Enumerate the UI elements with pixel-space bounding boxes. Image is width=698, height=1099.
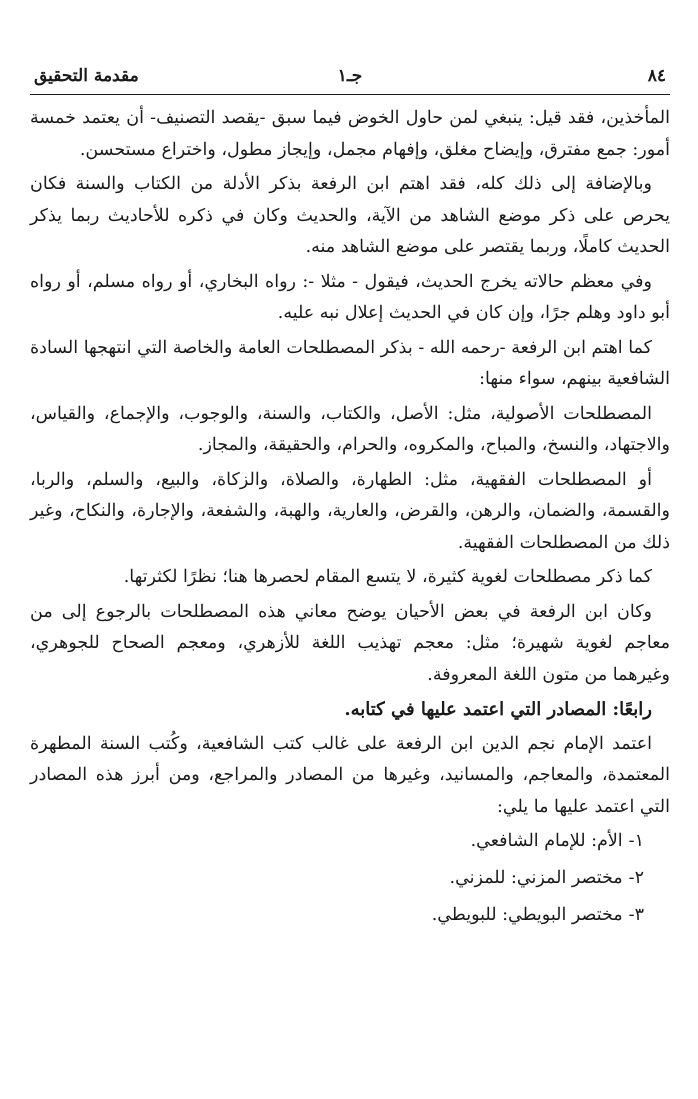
paragraph: وكان ابن الرفعة في بعض الأحيان يوضح معاني هذه المصطلحات بالرجوع إلى من معاجم لغوية شهيرة؛ مثل: معجم تهذيب اللغة للأزهري، ومعجم الصحاح للجوهري، وغيرهما من متون اللغة المعروفة. xyxy=(30,601,670,685)
paragraph: المصطلحات الأصولية، مثل: الأصل، والكتاب، والسنة، والوجوب، والإجماع، والقياس، والاجتهاد، والنسخ، والمباح، والمكروه، والحرام، والحقيقة، والمجاز. xyxy=(30,403,670,455)
list-number: ٢- xyxy=(628,868,644,888)
page xyxy=(30,56,670,1086)
page-number: ٨٤ xyxy=(647,66,666,86)
paragraph: أو المصطلحات الفقهية، مثل: الطهارة، والصلاة، والزكاة، والبيع، والسلم، والربا، والقسمة، والضمان، والرهن، والقرض، والعارية، والهبة، والشفعة، والإجارة، والنكاح، وغير ذلك من المصطلحات الفقهية. xyxy=(30,469,670,553)
list-number: ١- xyxy=(628,831,644,851)
list-item xyxy=(30,826,644,857)
paragraph: وبالإضافة إلى ذلك كله، فقد اهتم ابن الرفعة بذكر الأدلة من الكتاب والسنة فكان يحرص على ذكر موضع الشاهد من الآية، والحديث وكان في ذكره للأحاديث ربما يذكر الحديث كاملًا، وربما يقتصر على موضع الشاهد منه. xyxy=(30,174,671,257)
paragraph: المأخذين، فقد قيل: ينبغي لمن حاول الخوض فيما سبق -يقصد التصنيف- أن يعتمد خمسة أمور: جمع مفترق، وإيضاح مغلق، وإفهام مجمل، وإيجاز مطول، واختراع مستحسن. xyxy=(30,108,670,160)
list-item xyxy=(30,900,644,931)
list-item xyxy=(30,863,644,894)
paragraph: اعتمد الإمام نجم الدين ابن الرفعة على غالب كتب الشافعية، وكُتب السنة المطهرة المعتمدة، والمعاجم، والمسانيد، وغيرها من المصادر والمراجع، ومن أبرز هذه المصادر التي اعتمد عليها ما يلي: xyxy=(30,733,670,817)
running-title: مقدمة التحقيق xyxy=(34,66,139,86)
list-text: الأم: للإمام الشافعي. xyxy=(470,831,623,851)
paragraph: كما ذكر مصطلحات لغوية كثيرة، لا يتسع المقام لحصرها هنا؛ نظرًا لكثرتها. xyxy=(123,567,652,587)
list-text: مختصر البويطي: للبويطي. xyxy=(431,905,623,925)
list-text: مختصر المزني: للمزني. xyxy=(449,868,623,888)
list-number: ٣- xyxy=(628,905,644,925)
section-heading: رابعًا: المصادر التي اعتمد عليها في كتابه. xyxy=(344,699,652,720)
volume-label: جـ١ xyxy=(337,66,363,86)
paragraph: وفي معظم حالاته يخرج الحديث، فيقول - مثلا -: رواه البخاري، أو رواه مسلم، أو رواه أبو داود وهلم جرًا، وإن كان في الحديث إعلال نبه عليه. xyxy=(30,271,670,323)
paragraph: كما اهتم ابن الرفعة -رحمه الله - بذكر المصطلحات العامة والخاصة التي انتهجها السادة الشافعية بينهم، سواء منها: xyxy=(30,337,670,389)
main-text xyxy=(30,103,670,931)
page-header xyxy=(30,56,670,95)
sources-list xyxy=(30,826,670,931)
